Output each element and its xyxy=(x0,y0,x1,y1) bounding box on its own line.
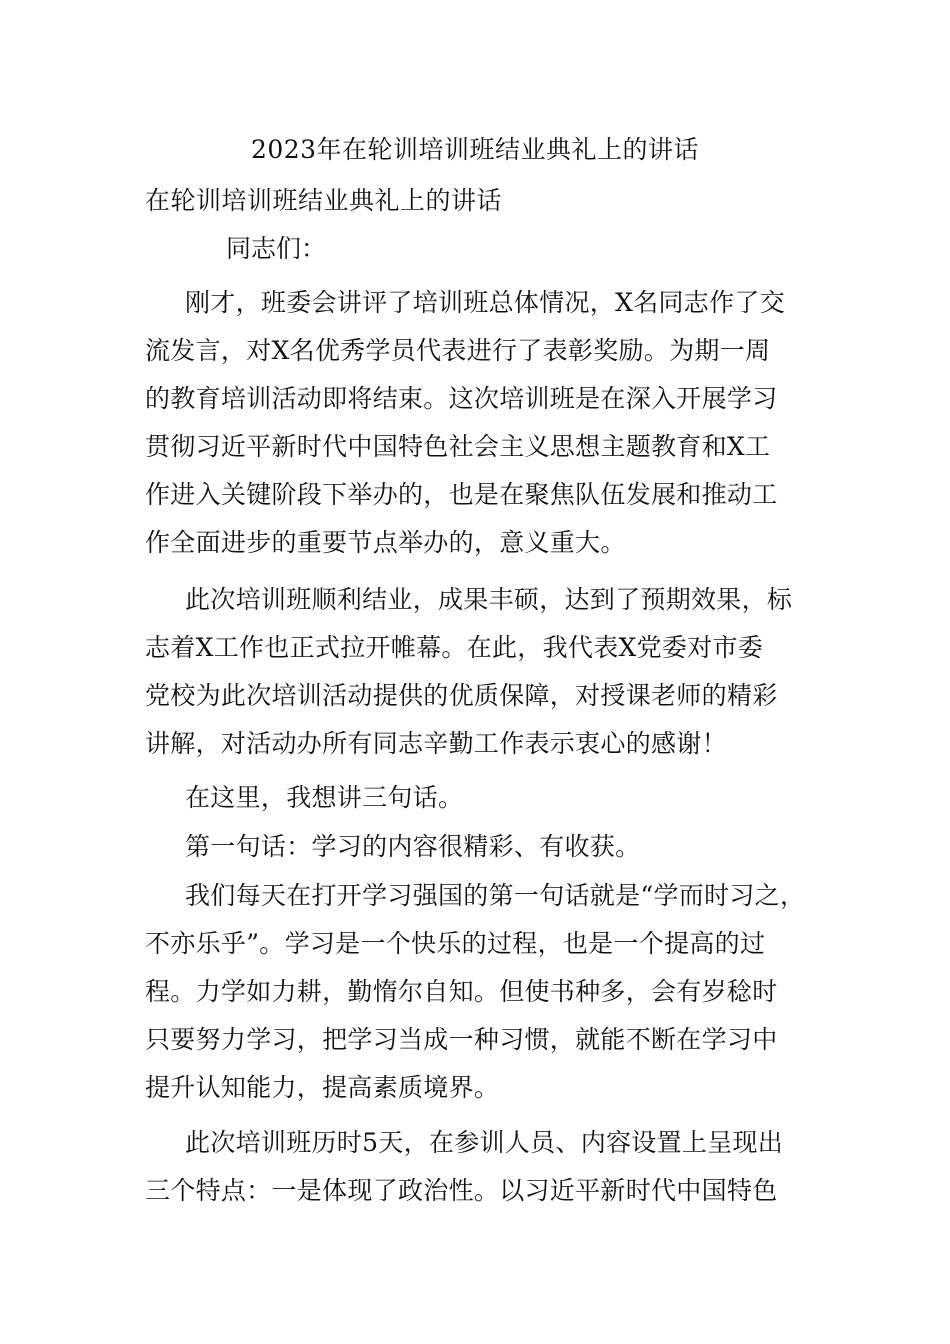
document-title: 2023年在轮训培训班结业典礼上的讲话 xyxy=(250,135,700,164)
paragraph-4 xyxy=(145,823,810,871)
paragraph-line: 刚才，班委会讲评了培训班总体情况，X名同志作了交 xyxy=(185,288,785,317)
paragraph-line: 此次培训班顺利结业，成果丰硕，达到了预期效果，标 xyxy=(185,585,793,614)
paragraph-line: 不亦乐乎”。学习是一个快乐的过程，也是一个提高的过 xyxy=(145,929,766,958)
greeting: 同志们： xyxy=(226,234,327,263)
paragraph-line: 的教育培训活动即将结束。这次培训班是在深入开展学习 xyxy=(145,384,778,413)
paragraph-line: 三个特点：一是体现了政治性。以习近平新时代中国特色 xyxy=(145,1176,778,1205)
paragraph-1 xyxy=(145,279,810,567)
paragraph-line: 作全面进步的重要节点举办的，意义重大。 xyxy=(145,528,626,557)
paragraph-line: 此次培训班历时5天，在参训人员、内容设置上呈现出 xyxy=(185,1128,784,1157)
paragraph-line: 志着X工作也正式拉开帷幕。在此，我代表X党委对市委 xyxy=(145,633,764,662)
paragraph-line: 贯彻习近平新时代中国特色社会主义思想主题教育和X工 xyxy=(145,432,771,461)
paragraph-6 xyxy=(145,1119,810,1215)
paragraph-line: 作进入关键阶段下举办的，也是在聚焦队伍发展和推动工 xyxy=(145,480,778,509)
paragraph-3 xyxy=(145,774,810,822)
document-subtitle: 在轮训培训班结业典礼上的讲话 xyxy=(145,186,503,215)
paragraph-line: 党校为此次培训活动提供的优质保障，对授课老师的精彩 xyxy=(145,681,778,710)
paragraph-line: 第一句话：学习的内容很精彩、有收获。 xyxy=(185,832,641,861)
paragraph-line: 只要努力学习，把学习当成一种习惯，就能不断在学习中 xyxy=(145,1025,778,1054)
paragraph-line: 流发言，对X名优秀学员代表进行了表彰奖励。为期一周 xyxy=(145,336,771,365)
paragraph-line: 在这里，我想讲三句话。 xyxy=(185,783,464,812)
paragraph-5 xyxy=(145,872,810,1112)
paragraph-2 xyxy=(145,576,810,768)
paragraph-line: 我们每天在打开学习强国的第一句话就是“学而时习之， xyxy=(185,881,806,910)
paragraph-line: 讲解，对活动办所有同志辛勤工作表示衷心的感谢！ xyxy=(145,729,727,758)
paragraph-line: 提升认知能力，提高素质境界。 xyxy=(145,1073,500,1102)
paragraph-line: 程。力学如力耕，勤惰尔自知。但使书种多，会有岁稔时 xyxy=(145,977,778,1006)
